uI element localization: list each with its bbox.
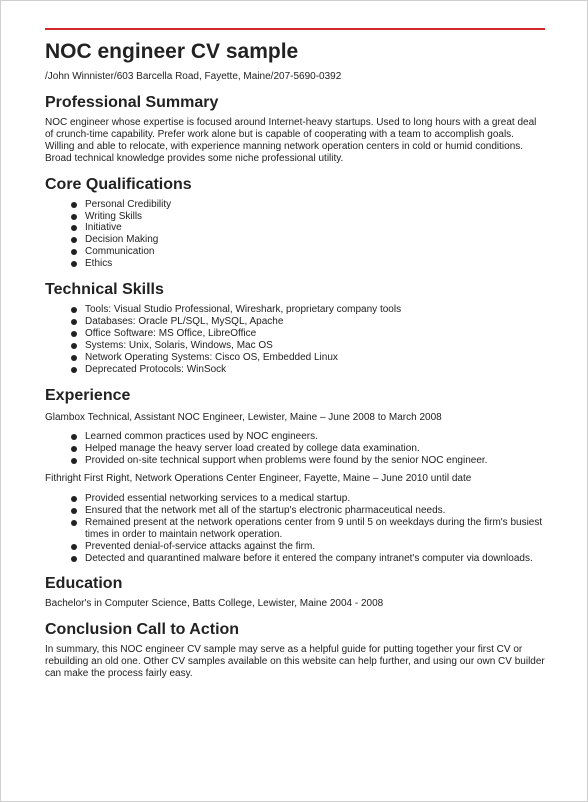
skills-heading: Technical Skills	[45, 281, 164, 299]
conclusion-heading: Conclusion Call to Action	[45, 621, 240, 639]
list-item: Provided essential networking services to a medical startup.	[71, 493, 545, 505]
list-item: Initiative	[71, 222, 545, 234]
list-item: Remained present at the network operations center from 9 until 5 on weekdays during the firm's busiest times in order to maintain network operation.	[71, 517, 545, 541]
list-item: Office Software: MS Office, LibreOffice	[71, 328, 545, 340]
conclusion-text: In summary, this NOC engineer CV sample may serve as a helpful guide for putting together your first CV or rebuilding an old one. Other CV samples available on this website can help further, and using our own CV builder can make the process fairly easy.	[45, 644, 545, 680]
list-item: Decision Making	[71, 234, 545, 246]
list-item: Learned common practices used by NOC engineers.	[71, 431, 545, 443]
education-heading: Education	[45, 575, 123, 593]
qualifications-heading: Core Qualifications	[45, 175, 192, 193]
list-item: Writing Skills	[71, 211, 545, 223]
page-title: NOC engineer CV sample	[45, 40, 299, 63]
list-item: Databases: Oracle PL/SQL, MySQL, Apache	[71, 316, 545, 328]
list-item: Tools: Visual Studio Professional, Wireshark, proprietary company tools	[71, 304, 545, 316]
education-text: Bachelor's in Computer Science, Batts College, Lewister, Maine 2004 - 2008	[45, 598, 384, 610]
job-1-duties	[71, 431, 545, 467]
list-item: Communication	[71, 246, 545, 258]
list-item: Personal Credibility	[71, 199, 545, 211]
qualifications-list	[71, 199, 545, 270]
contact-line: /John Winnister/603 Barcella Road, Fayette, Maine/207-5690-0392	[45, 71, 342, 82]
job-title-1: Glambox Technical, Assistant NOC Engineer, Lewister, Maine – June 2008 to March 2008	[45, 411, 442, 423]
list-item: Detected and quarantined malware before it entered the company intranet's computer via downloads.	[71, 553, 545, 565]
list-item: Provided on-site technical support when problems were found by the senior NOC engineer.	[71, 455, 545, 467]
list-item: Ethics	[71, 258, 545, 270]
list-item: Network Operating Systems: Cisco OS, Embedded Linux	[71, 352, 545, 364]
experience-heading: Experience	[45, 386, 131, 404]
cv-content	[45, 39, 545, 680]
list-item: Ensured that the network met all of the startup's electronic pharmaceutical needs.	[71, 505, 545, 517]
job-title-2: Fithright First Right, Network Operations Center Engineer, Fayette, Maine – June 2010 until date	[45, 473, 472, 485]
skills-list	[71, 304, 545, 375]
list-item: Systems: Unix, Solaris, Windows, Mac OS	[71, 340, 545, 352]
header-accent-line	[45, 28, 545, 30]
list-item: Helped manage the heavy server load created by college data examination.	[71, 443, 545, 455]
summary-heading: Professional Summary	[45, 94, 219, 111]
list-item: Deprecated Protocols: WinSock	[71, 364, 545, 376]
summary-text: NOC engineer whose expertise is focused around Internet-heavy startups. Used to long hours with a great deal of crunch-time capability. Prefer work alone but is capable of cooperating with a team to accomplish goals. Willing and able to relocate, with experience manning network operation centers in cold or humid conditions. Broad technical knowledge provides some niche professional utility.	[45, 117, 537, 164]
job-2-duties	[71, 493, 545, 564]
list-item: Prevented denial-of-service attacks against the firm.	[71, 541, 545, 553]
